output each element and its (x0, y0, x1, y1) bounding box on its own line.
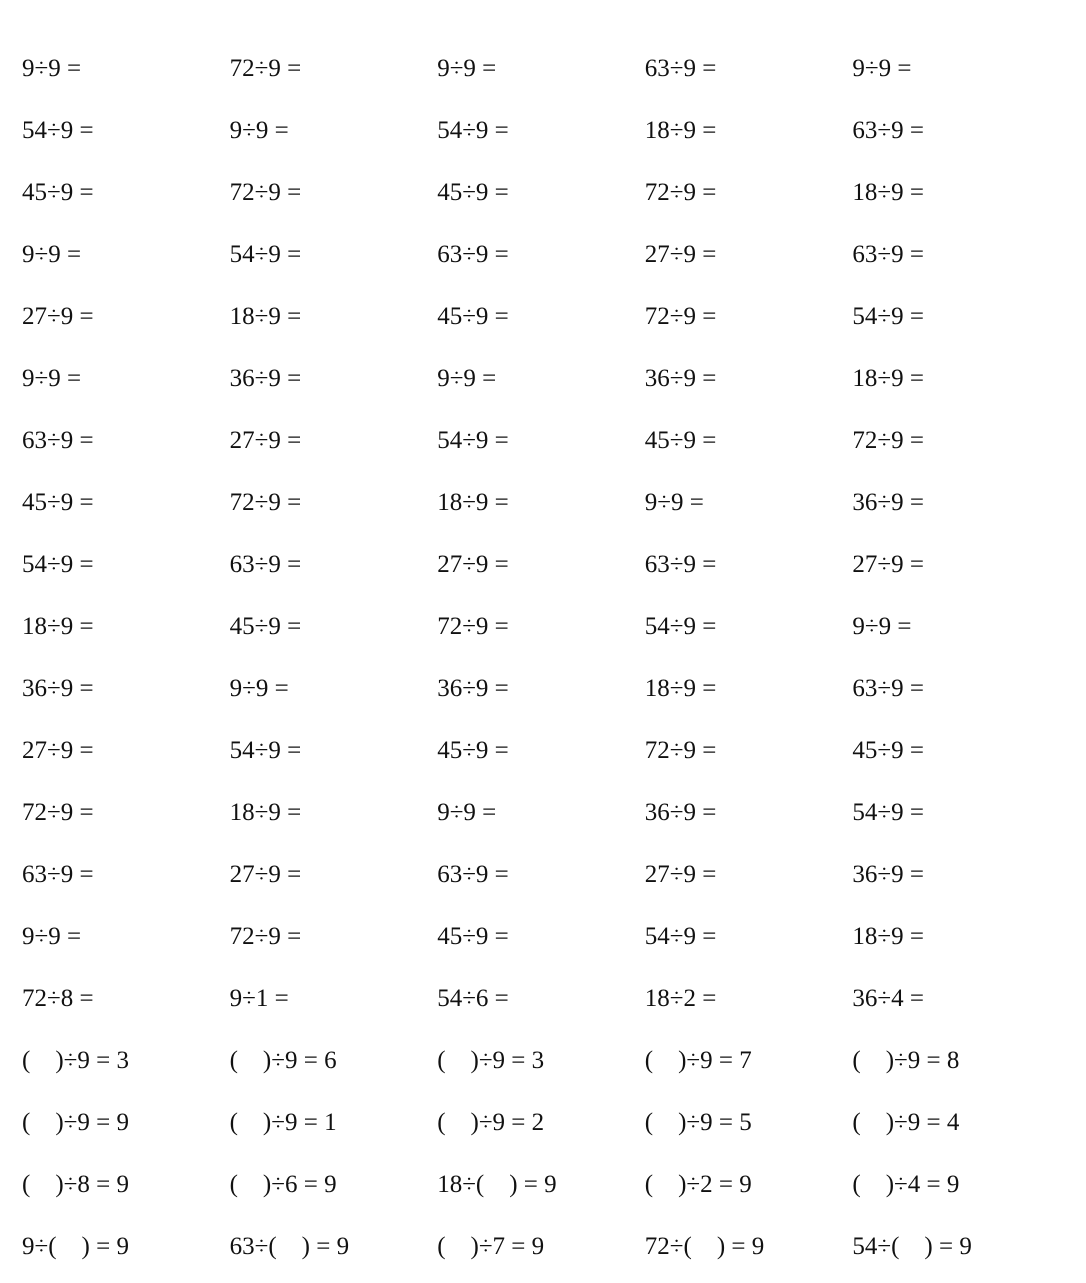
division-problem: 72÷9 = (229, 55, 302, 82)
problem-row (22, 968, 1060, 1030)
division-problem: 54÷9 = (229, 241, 302, 268)
division-problem: 36÷9 = (22, 675, 94, 702)
division-problem: ( )÷9 = 9 (22, 1109, 129, 1136)
division-problem: ( )÷9 = 4 (852, 1109, 960, 1136)
division-problem: 54÷9 = (229, 737, 302, 764)
worksheet (22, 38, 1060, 1278)
problem-row (22, 472, 1060, 534)
division-problem: 45÷9 = (644, 427, 717, 454)
division-problem: 45÷9 = (22, 489, 94, 516)
division-problem: 27÷9 = (229, 427, 302, 454)
division-problem: 45÷9 = (229, 613, 302, 640)
division-problem: 9÷9 = (852, 55, 912, 82)
division-problem: 18÷9 = (852, 179, 924, 206)
division-problem: 36÷9 = (644, 799, 717, 826)
division-problem: 18÷9 = (852, 365, 924, 392)
division-problem: 72÷9 = (229, 923, 302, 950)
division-problem: ( )÷9 = 3 (437, 1047, 545, 1074)
division-problem: 72÷9 = (229, 179, 302, 206)
division-problem: 63÷9 = (644, 551, 717, 578)
problem-row (22, 844, 1060, 906)
division-problem: 63÷9 = (852, 675, 924, 702)
problem-row (22, 534, 1060, 596)
problem-row (22, 658, 1060, 720)
division-problem: 18÷9 = (229, 303, 302, 330)
division-problem: 54÷9 = (644, 613, 717, 640)
division-problem: 45÷9 = (437, 179, 509, 206)
problem-row (22, 1092, 1060, 1154)
division-problem: 27÷9 = (852, 551, 924, 578)
division-problem: 54÷9 = (437, 427, 509, 454)
division-problem: 72÷9 = (437, 613, 509, 640)
division-problem: ( )÷9 = 3 (22, 1047, 129, 1074)
problem-row (22, 348, 1060, 410)
division-problem: 9÷9 = (22, 55, 82, 82)
division-problem: 36÷9 = (852, 861, 924, 888)
division-problem: 63÷9 = (22, 427, 94, 454)
division-problem: 36÷9 = (229, 365, 302, 392)
division-problem: 45÷9 = (22, 179, 94, 206)
division-problem: 18÷9 = (644, 117, 717, 144)
division-problem: 72÷9 = (852, 427, 924, 454)
problem-row (22, 100, 1060, 162)
division-problem: 72÷( ) = 9 (644, 1233, 765, 1260)
division-problem: 9÷9 = (22, 923, 82, 950)
problem-row (22, 1030, 1060, 1092)
division-problem: 63÷9 = (229, 551, 302, 578)
division-problem: 54÷9 = (852, 303, 924, 330)
problem-row (22, 162, 1060, 224)
problem-row (22, 782, 1060, 844)
division-problem: ( )÷9 = 6 (229, 1047, 337, 1074)
division-problem: 54÷9 = (852, 799, 924, 826)
division-problem: 18÷9 = (437, 489, 509, 516)
division-problem: 27÷9 = (229, 861, 302, 888)
division-problem: 18÷9 = (229, 799, 302, 826)
division-problem: 36÷9 = (852, 489, 924, 516)
division-problem: 72÷9 = (644, 303, 717, 330)
problem-row (22, 720, 1060, 782)
division-problem: 63÷( ) = 9 (229, 1233, 350, 1260)
division-problem: 9÷9 = (644, 489, 704, 516)
division-problem: 72÷9 = (22, 799, 94, 826)
division-problem: 45÷9 = (852, 737, 924, 764)
division-problem: ( )÷9 = 7 (644, 1047, 752, 1074)
division-problem: 27÷9 = (644, 861, 717, 888)
division-problem: 63÷9 = (644, 55, 717, 82)
division-problem: ( )÷6 = 9 (229, 1171, 337, 1198)
problem-row (22, 286, 1060, 348)
division-problem: ( )÷9 = 2 (437, 1109, 545, 1136)
division-problem: ( )÷8 = 9 (22, 1171, 129, 1198)
division-problem: 45÷9 = (437, 923, 509, 950)
division-problem: 63÷9 = (437, 241, 509, 268)
division-problem: 27÷9 = (22, 303, 94, 330)
division-problem: 63÷9 = (437, 861, 509, 888)
problem-row (22, 906, 1060, 968)
division-problem: 9÷9 = (229, 117, 289, 144)
division-problem: ( )÷9 = 1 (229, 1109, 337, 1136)
division-problem: 9÷9 = (22, 241, 82, 268)
division-problem: ( )÷2 = 9 (644, 1171, 752, 1198)
problem-row (22, 224, 1060, 286)
problem-row (22, 1216, 1060, 1278)
division-problem: ( )÷9 = 5 (644, 1109, 752, 1136)
division-problem: 9÷9 = (852, 613, 912, 640)
division-problem: ( )÷7 = 9 (437, 1233, 545, 1260)
division-problem: 9÷1 = (229, 985, 289, 1012)
division-problem: 72÷9 = (644, 179, 717, 206)
division-problem: 45÷9 = (437, 303, 509, 330)
division-problem: 18÷( ) = 9 (437, 1171, 557, 1198)
division-problem: 63÷9 = (22, 861, 94, 888)
division-problem: 27÷9 = (22, 737, 94, 764)
division-problem: 72÷8 = (22, 985, 94, 1012)
division-problem: 9÷( ) = 9 (22, 1233, 129, 1260)
division-problem: 54÷9 = (644, 923, 717, 950)
division-problem: 9÷9 = (437, 365, 497, 392)
division-problem: 18÷9 = (644, 675, 717, 702)
division-problem: 27÷9 = (437, 551, 509, 578)
division-problem: 54÷6 = (437, 985, 509, 1012)
problem-row (22, 1154, 1060, 1216)
division-problem: 18÷9 = (852, 923, 924, 950)
division-problem: 9÷9 = (437, 55, 497, 82)
division-problem: 36÷9 = (644, 365, 717, 392)
division-problem: 54÷9 = (22, 551, 94, 578)
division-problem: 18÷2 = (644, 985, 717, 1012)
problem-row (22, 596, 1060, 658)
division-problem: 72÷9 = (229, 489, 302, 516)
division-problem: 9÷9 = (229, 675, 289, 702)
division-problem: ( )÷4 = 9 (852, 1171, 960, 1198)
division-problem: 54÷( ) = 9 (852, 1233, 972, 1260)
division-problem: 63÷9 = (852, 241, 924, 268)
division-problem: 36÷9 = (437, 675, 509, 702)
division-problem: 36÷4 = (852, 985, 924, 1012)
division-problem: 9÷9 = (437, 799, 497, 826)
problem-row (22, 410, 1060, 472)
division-problem: 27÷9 = (644, 241, 717, 268)
division-problem: 63÷9 = (852, 117, 924, 144)
division-problem: 72÷9 = (644, 737, 717, 764)
problem-row (22, 38, 1060, 100)
division-problem: 18÷9 = (22, 613, 94, 640)
division-problem: 45÷9 = (437, 737, 509, 764)
division-problem: ( )÷9 = 8 (852, 1047, 960, 1074)
division-problem: 54÷9 = (22, 117, 94, 144)
division-problem: 9÷9 = (22, 365, 82, 392)
division-problem: 54÷9 = (437, 117, 509, 144)
